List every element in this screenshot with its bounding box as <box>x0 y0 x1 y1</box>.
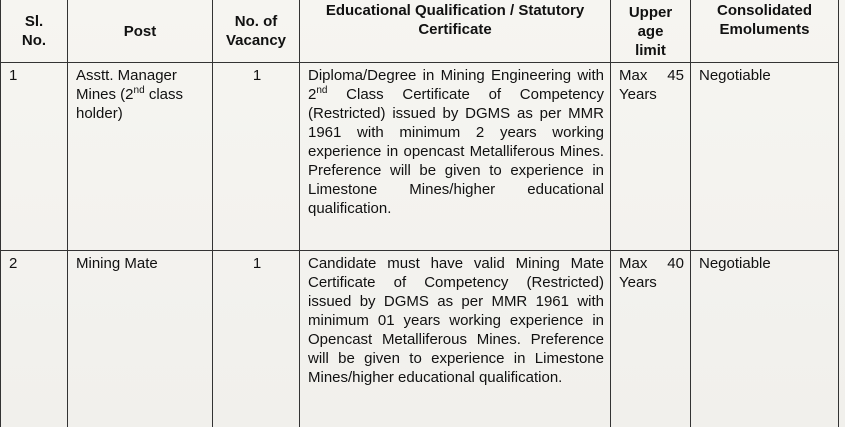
cell-age-limit <box>611 251 691 427</box>
sl-no-value: 2 <box>9 255 18 272</box>
table-header-row <box>1 0 839 63</box>
header-qualification-line2: Certificate <box>418 21 492 38</box>
header-qualification <box>300 0 611 63</box>
header-sl-line2: No. <box>21 32 47 49</box>
header-vacancy-line2: Vacancy <box>225 32 287 49</box>
header-vacancy-line1: No. of <box>234 13 278 30</box>
header-sl-line1: Sl. <box>24 13 44 30</box>
header-vacancy <box>213 0 300 63</box>
cell-sl-no <box>1 63 68 251</box>
header-emoluments-line1: Consolidated <box>716 2 812 19</box>
cell-emoluments <box>691 251 839 427</box>
cell-qualification <box>300 63 611 251</box>
header-sl-no <box>1 0 68 63</box>
post-superscript: nd <box>133 85 145 96</box>
table-row <box>1 251 839 427</box>
header-emoluments <box>691 0 839 63</box>
header-age-line2: age <box>637 22 664 40</box>
header-upper-age-limit <box>611 0 691 63</box>
vacancy-value: 1 <box>252 255 262 272</box>
cell-age-limit <box>611 63 691 251</box>
age-limit-value: Max 40 Years <box>619 255 684 291</box>
sl-no-value: 1 <box>9 67 18 84</box>
post-text: Mining Mate <box>76 255 158 272</box>
vacancy-value: 1 <box>252 67 262 84</box>
post-text-continued: class holder) <box>76 86 183 122</box>
cell-post <box>68 63 213 251</box>
cell-emoluments <box>691 63 839 251</box>
emoluments-value: Negotiable <box>699 67 771 84</box>
emoluments-value: Negotiable <box>699 255 771 272</box>
header-qualification-line1: Educational Qualification / Statutory <box>325 2 585 19</box>
header-post <box>68 0 213 63</box>
header-age-line1: Upper <box>628 3 673 21</box>
qualification-superscript: nd <box>316 85 328 96</box>
qualification-text: Diploma/Degree in Mining Engineering with 2 <box>308 67 604 103</box>
header-emoluments-line2: Emoluments <box>719 21 810 38</box>
cell-sl-no <box>1 251 68 427</box>
cell-vacancy <box>213 63 300 251</box>
qualification-text: Candidate must have valid Mining Mate Certificate of Competency (Restricted) issued by DGMS as per MMR 1961 with minimum 01 years working experience in Opencast Metalliferous Mines. Preference will be given to experience in Limestone Mines/higher educational qualification. <box>308 255 604 386</box>
post-text: Asstt. Manager Mines (2 <box>76 67 177 103</box>
age-limit-value: Max 45 Years <box>619 67 684 103</box>
header-post-label: Post <box>123 22 157 40</box>
table-row <box>1 63 839 251</box>
cell-post <box>68 251 213 427</box>
cell-vacancy <box>213 251 300 427</box>
cell-qualification <box>300 251 611 427</box>
header-age-line3: limit <box>635 41 666 59</box>
qualification-text-continued: Class Certificate of Competency (Restricted) issued by DGMS as per MMR 1961 with minimum 2 years working experience in opencast Metalliferous Mines. Preference will be given to experience in Limestone Mines/higher educational qualification. <box>308 86 604 217</box>
